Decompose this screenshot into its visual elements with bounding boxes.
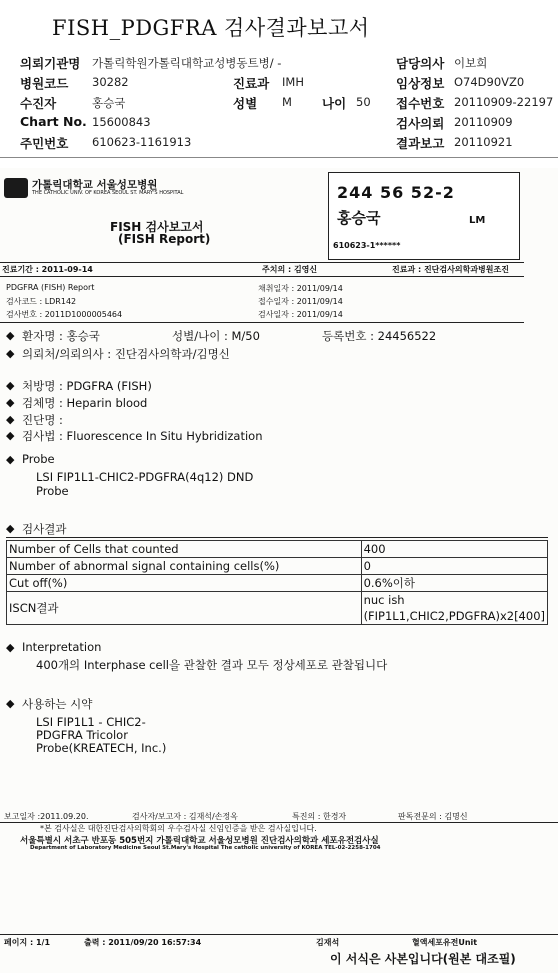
page-number: 페이지 : 1/1 [4, 938, 51, 947]
label-tag: LM [469, 215, 486, 226]
header-value: 가톨릭학원가톨릭대학교성병동트병/ - [92, 56, 282, 70]
header-label: 성별 [233, 96, 258, 111]
table-row [7, 575, 548, 592]
probe-line-1: LSI FIP1L1-CHIC2-PDGFRA(4q12) DND [36, 470, 254, 484]
result-value: 0 [361, 558, 547, 575]
diamond-icon: ◆ [6, 641, 15, 654]
meta-left-line: 검사코드 : LDR142 [6, 297, 77, 306]
footer-person: 김재석 [316, 938, 340, 947]
header-value: 30282 [92, 75, 129, 89]
physician: 주치의 : 김영신 [262, 265, 318, 274]
header-label: 결과보고 [396, 136, 445, 151]
age-value: 50 [356, 95, 371, 109]
reagent-label: 사용하는 시약 [22, 697, 93, 711]
reagent-line-1: LSI FIP1L1 - CHIC2- [36, 715, 146, 729]
prescription: 처방명 : PDGFRA (FISH) [22, 379, 152, 393]
diamond-icon: ◆ [6, 329, 15, 342]
rule-6 [0, 934, 558, 935]
result-value: 0.6%이하 [361, 575, 547, 592]
result-label: 검사결과 [22, 522, 67, 536]
label-name: 홍승국 [337, 209, 381, 227]
result-value: nuc ish (FIP1L1,CHIC2,PDGFRA)x2[400] [361, 592, 547, 625]
diagnosis: 진단명 : [22, 413, 63, 427]
footer-address: 서울특별시 서초구 반포동 505번지 가톨릭대학교 서울성모병원 진단검사의학과 세포유전검사실 [20, 836, 379, 846]
interpretation-label: Interpretation [22, 640, 102, 654]
department: 진료과 : 진단검사의학과병원조진 [392, 265, 509, 274]
diamond-icon: ◆ [6, 453, 15, 466]
header-label: 수진자 [20, 96, 57, 111]
footer-note: *본 검사실은 대한진단검사의학회의 우수검사실 신임인증을 받은 검사실입니다. [40, 824, 317, 833]
diamond-icon: ◆ [6, 522, 15, 535]
report-title: FISH_PDGFRA 검사결과보고서 [52, 16, 370, 40]
header-value: M [282, 95, 292, 109]
result-name: Number of Cells that counted [7, 541, 362, 558]
footer-unit: 혈액세포유전Unit [412, 938, 478, 947]
header-value: 20110909 [454, 115, 513, 129]
doc-title: FISH 검사보고서 [110, 220, 204, 234]
header-value: 15600843 [92, 115, 151, 129]
header-label: 임상정보 [396, 76, 445, 91]
header-value: 610623-1161913 [92, 135, 192, 149]
meta-right-line: 접수일자 : 2011/09/14 [258, 297, 343, 306]
rule-2 [0, 276, 524, 277]
header-value: 20110921 [454, 135, 513, 149]
table-row [7, 592, 548, 625]
meta-right-line: 채취일자 : 2011/09/14 [258, 284, 343, 293]
interpretation-text: 400개의 Interphase cell을 관찰한 결과 모두 정상세포로 관찰됩니다 [36, 658, 388, 672]
diamond-icon: ◆ [6, 429, 15, 442]
table-row [7, 558, 548, 575]
result-name: Number of abnormal signal containing cells(%) [7, 558, 362, 575]
diamond-icon: ◆ [6, 396, 15, 409]
sex-age: 성별/나이 : M/50 [172, 329, 260, 343]
header-value: 20110909-22197 [454, 95, 554, 109]
meta-left-line: 검사번호 : 2011D1000005464 [6, 310, 123, 319]
hospital-logo-icon [4, 178, 28, 198]
header-value: 이보희 [454, 56, 488, 70]
doc-title-en: (FISH Report) [118, 232, 211, 246]
reader: 판독전문의 : 김명신 [398, 812, 468, 821]
header-value: O74D90VZ0 [454, 75, 525, 89]
reagent-line-2: PDGFRA Tricolor [36, 728, 128, 742]
results-table [6, 540, 548, 625]
header-value: IMH [282, 75, 304, 89]
period: 진료기간 : 2011-09-14 [2, 265, 93, 274]
header-label: 진료과 [233, 76, 270, 91]
print-time: 출력 : 2011/09/20 16:57:34 [84, 938, 202, 947]
diamond-icon: ◆ [6, 347, 15, 360]
diamond-icon: ◆ [6, 413, 15, 426]
table-row [7, 541, 548, 558]
diamond-icon: ◆ [6, 697, 15, 710]
result-name: Cut off(%) [7, 575, 362, 592]
report-date: 보고일자 :2011.09.20. [4, 812, 89, 821]
meta-left-line: PDGFRA (FISH) Report [6, 283, 95, 292]
hospital-name: 가톨릭대학교 서울성모병원 [32, 179, 158, 191]
probe-label: Probe [22, 452, 55, 466]
footer-address-en: Department of Laboratory Medicine Seoul St.Mary's Hospital The catholic university of KOREA TEL-02-2258-1704 [30, 845, 381, 851]
requester: 의뢰처/의뢰의사 : 진단검사의학과/김명신 [22, 347, 230, 361]
header-value: 홍승국 [92, 96, 126, 110]
patient-name: 환자명 : 홍승국 [22, 329, 100, 343]
special-physician: 특진의 : 한경자 [292, 812, 347, 821]
reg-no: 등록번호 : 24456522 [322, 329, 437, 343]
result-value: 400 [361, 541, 547, 558]
rule-3 [0, 322, 524, 323]
header-label: 담당의사 [396, 56, 445, 71]
rule-1 [0, 262, 524, 263]
header-divider [0, 157, 558, 158]
copy-stamp: 이 서식은 사본입니다(원본 대조필) [330, 952, 516, 966]
header-label: 의뢰기관명 [20, 56, 81, 71]
reporters: 검사자/보고자 : 김재석/손정옥 [132, 812, 238, 821]
header-label: Chart No. [20, 114, 87, 129]
result-name: ISCN결과 [7, 592, 362, 625]
diamond-icon: ◆ [6, 379, 15, 392]
probe-line-2: Probe [36, 484, 69, 498]
header-label: 검사의뢰 [396, 116, 445, 131]
label-number: 244 56 52-2 [337, 183, 455, 202]
meta-right-line: 검사일자 : 2011/09/14 [258, 310, 343, 319]
reagent-line-3: Probe(KREATECH, Inc.) [36, 741, 167, 755]
rule-4 [6, 537, 548, 538]
header-label: 주민번호 [20, 136, 69, 151]
hospital-sub: THE CATHOLIC UNIV. OF KOREA SEOUL ST. MARY'S HOSPITAL [32, 190, 184, 196]
patient-label-box [328, 172, 520, 260]
label-id: 610623-1****** [333, 241, 401, 250]
header-label: 접수번호 [396, 96, 445, 111]
method: 검사법 : Fluorescence In Situ Hybridization [22, 429, 263, 443]
header-label: 병원코드 [20, 76, 69, 91]
specimen: 검체명 : Heparin blood [22, 396, 148, 410]
age-label: 나이 [322, 96, 347, 111]
